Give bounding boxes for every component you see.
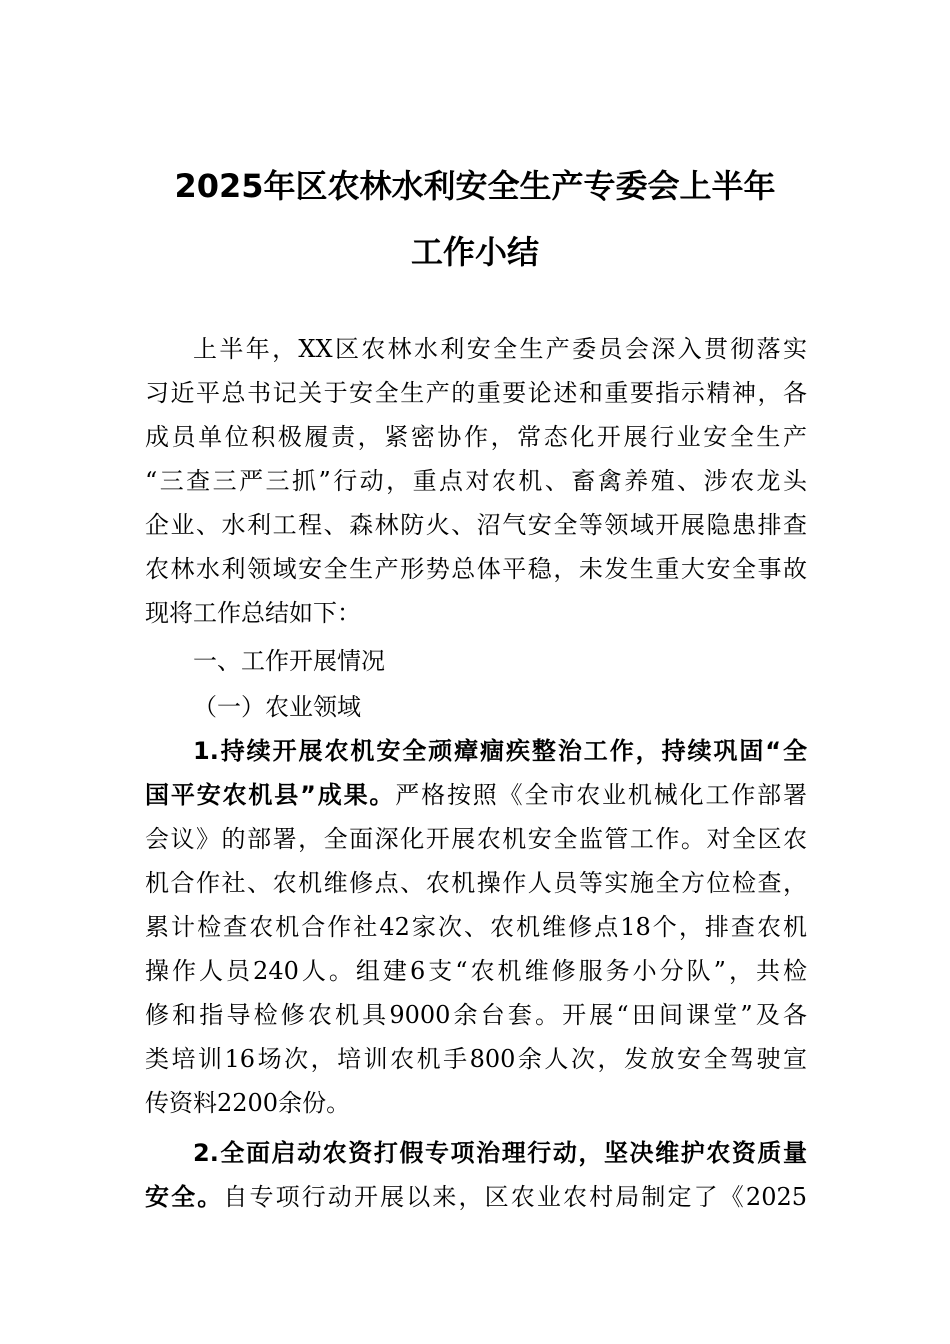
item-1-line: 修和指导检修农机具9000余台套。开展“田间课堂”及各 [145, 1001, 807, 1029]
item-2-line [145, 1176, 807, 1218]
item-1-line: 传资料2200余份。 [145, 1089, 351, 1117]
intro-line: 成员单位积极履责，紧密协作，常态化开展行业安全生产 [145, 423, 807, 451]
item-1-line: 累计检查农机合作社42家次、农机维修点18个，排查农机 [145, 913, 807, 941]
item-1-heading-end: 国平安农机县”成果。 [145, 781, 396, 809]
intro-line: 现将工作总结如下： [145, 599, 361, 627]
item-1-line: 操作人员240人。组建6支“农机维修服务小分队”，共检 [145, 957, 807, 985]
section-heading: 一、工作开展情况 [193, 647, 385, 675]
subsection-heading: （一）农业领域 [193, 693, 361, 721]
document-title-line-1: 2025年区农林水利安全生产专委会上半年 [174, 167, 776, 205]
item-1-text: 严格按照《全市农业机械化工作部署 [395, 781, 807, 809]
item-1-line: 类培训16场次，培训农机手800余人次，发放安全驾驶宣 [145, 1045, 807, 1073]
document-title-line-2: 工作小结 [410, 233, 539, 271]
item-1-line [145, 774, 807, 816]
item-2-text: 自专项行动开展以来，区农业农村局制定了《2025 [223, 1183, 808, 1211]
item-1-line: 机合作社、农机维修点、农机操作人员等实施全方位检查， [145, 869, 807, 897]
intro-line: 企业、水利工程、森林防火、沼气安全等领域开展隐患排查 [145, 511, 807, 539]
intro-line: 上半年，XX区农林水利安全生产委员会深入贯彻落实 [193, 335, 807, 363]
item-1-line: 会议》的部署，全面深化开展农机安全监管工作。对全区农 [145, 825, 807, 853]
intro-line: “三查三严三抓”行动，重点对农机、畜禽养殖、涉农龙头 [145, 467, 807, 495]
item-2-heading-end: 安全。 [145, 1183, 224, 1211]
intro-line: 农林水利领域安全生产形势总体平稳，未发生重大安全事故 [145, 555, 807, 583]
item-2-heading-line: 2.全面启动农资打假专项治理行动，坚决维护农资质量 [193, 1139, 807, 1167]
item-1-heading-line: 1.持续开展农机安全顽瘴痼疾整治工作，持续巩固“全 [193, 737, 807, 765]
intro-line: 习近平总书记关于安全生产的重要论述和重要指示精神，各 [145, 379, 807, 407]
